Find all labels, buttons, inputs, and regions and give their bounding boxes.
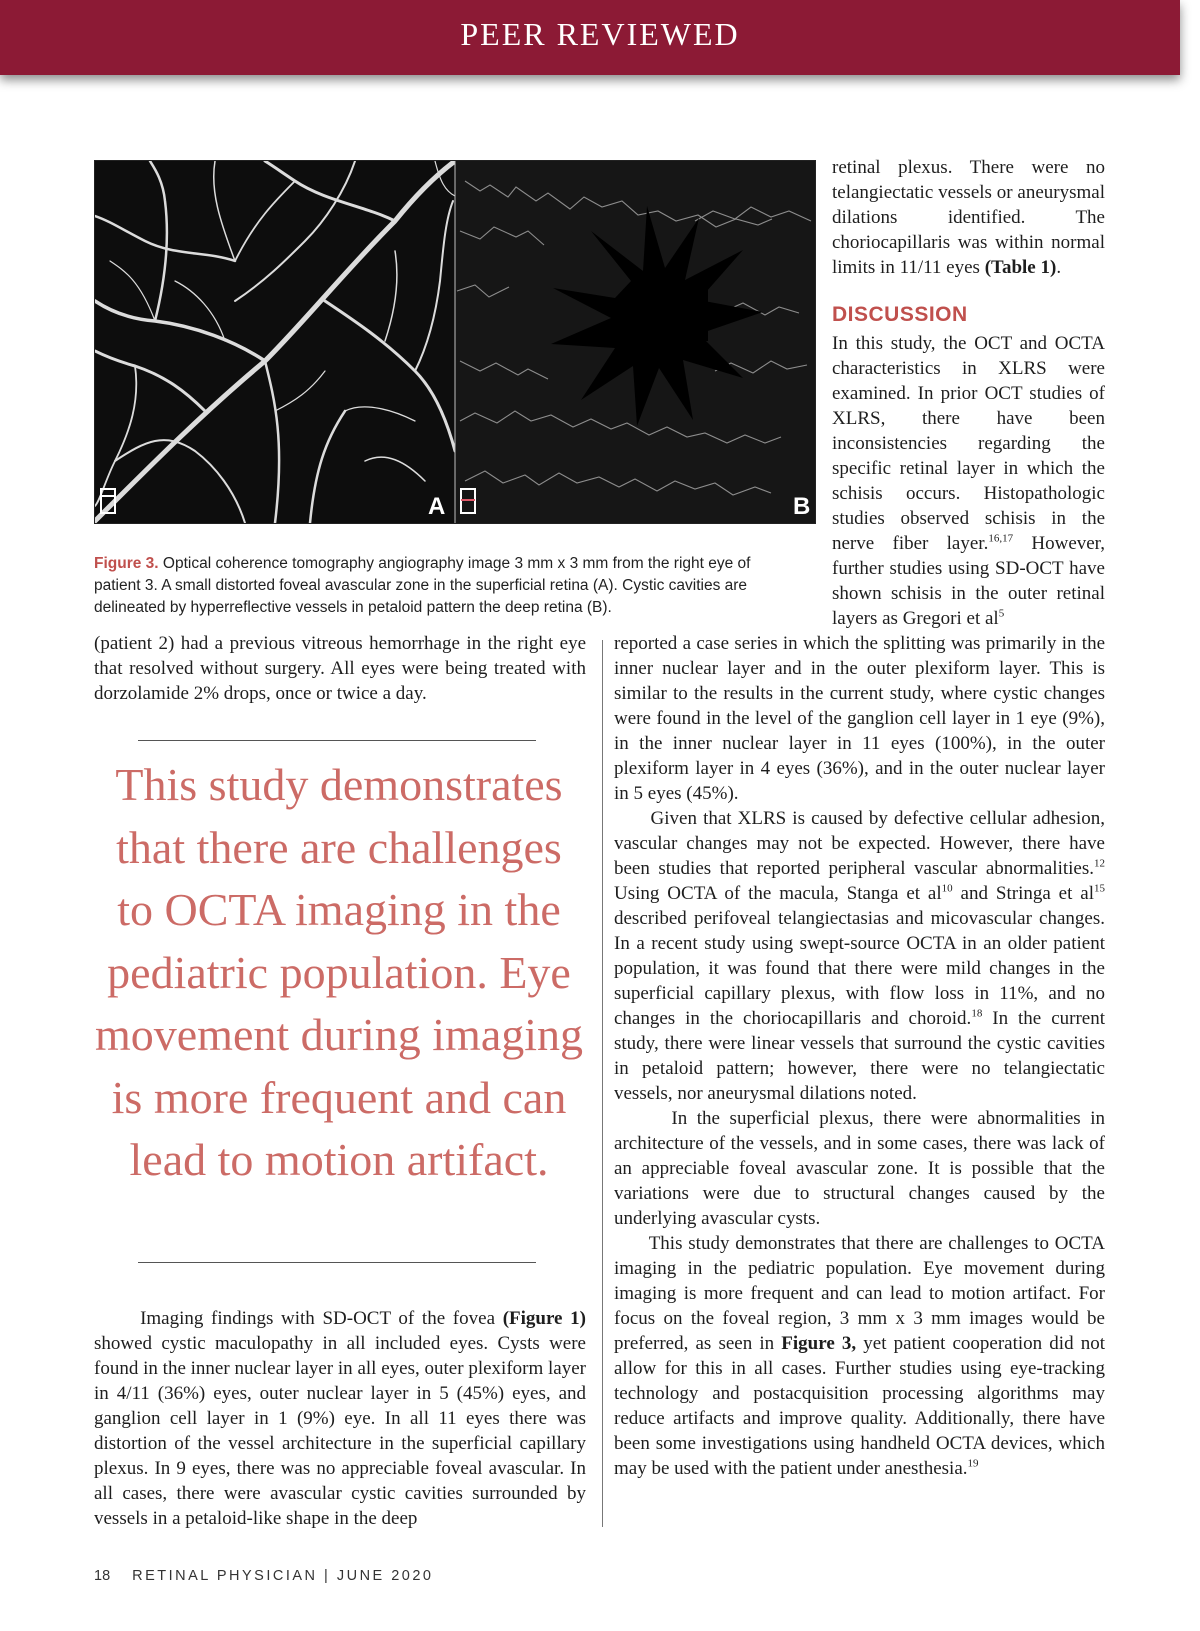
discussion-paragraphs: reported a case series in which the splitting was primarily in the inner nuclear layer and in the outer plexiform layer. This is similar to the results in the current study, where cystic changes were found in the level of the ganglion cell layer in 1 eye (9%), in the inner nuclear layer in 11 eyes (100%), in the outer plexiform layer in 4 eyes (36%), and in the outer nuclear layer in 5 eyes (45%). Given that XLRS is caused by defective cellular adhesion, vascular changes may not be expected. However, there have been studies that reported peripheral vascular abnormalities.$^{12}$ Using OCTA of the macula, Stanga et $al^{10}$ and Stringa et $al^{15}$ described perifoveal telangiectasias and micovascular changes. In a recent study using swept-source OCTA in an older patient population, it was found that there were mild changes in the superficial capillary plexus, with flow loss in 11%, and no changes in the choriocapillaris and choroid.$^{18}$ In the current study, there were linear vessels that surround the cystic cavities in petaloid pattern; however, there were no telangiectatic vessels, nor aneurysmal dilations noted. In the superficial plexus, there were abnormalities in architecture of the vessels, and in some cases, there was lack of an appreciable foveal avascular zone. It is possible that the variations were due to structural changes caused by the underlying avascular cysts. This study demonstrates that there are challenges to OCTA imaging in the pediatric population. Eye movement during imaging is more frequent and can lead to motion artifact. For focus on the foveal region, 3 mm x 3 mm images would be preferred, as seen in Figure 3, yet patient cooperation did not allow for this in all cases. Further studies using eye-tracking technology and postacquisition processing algorithms may reduce artifacts and improve quality. Additionally, there have been some investigations using handheld OCTA devices, which may be used with the patient under anesthesia.$^{19}$ <box>614 633 1106 1479</box>
octa-figure-image <box>94 160 816 524</box>
pull-quote-rule-top <box>138 740 536 741</box>
column-divider <box>602 640 603 1527</box>
figure-1-reference: (Figure 1) <box>502 1308 586 1329</box>
panel-b-deep-plexus <box>455 161 815 523</box>
header-banner <box>0 0 1180 75</box>
discussion-paragraph-3: In the superficial plexus, there were abnormalities in architecture of the vessels, and in some cases, there was lack of an appreciable foveal avascular zone. It is possible that the variations were due to structural changes caused by the underlying avascular cysts. <box>614 1108 1105 1229</box>
table-1-reference: (Table 1) <box>984 257 1057 278</box>
left-column-findings-paragraph: Imaging findings with SD-OCT of the fovea (Figure 1) showed cystic maculopathy in all included eyes. Cysts were found in the inner nuclear layer in all eyes, outer plexiform layer in 4/11 (36%) eyes, outer nuclear layer in 5 (45%) eyes, and ganglion cell layer in 1 (9%) eye. In all 11 eyes there was distortion of the vessel architecture in the superficial capillary plexus. In 9 eyes, there was no appreciable foveal avascular. In all cases, there were avascular cystic cavities surrounded by vessels in a petaloid-like shape in the deep <box>94 1308 586 1529</box>
discussion-heading: DISCUSSION <box>832 303 968 326</box>
octa-angiogram-graphic <box>95 161 815 523</box>
figure-3-reference: Figure 3, <box>781 1333 857 1354</box>
page-footer <box>94 1568 434 1584</box>
results-continued-paragraph: retinal plexus. There were no telangiectatic vessels or aneurysmal dilations identified. The choriocapillaris was within normal limits in 11/11 eyes (Table 1). <box>832 157 1105 278</box>
section-title: PEER REVIEWED <box>460 16 740 52</box>
figure-caption-label: Figure 3. <box>94 555 159 572</box>
pull-quote: This study demonstrates that there are challenges to OCTA imaging in the pediatric population. Eye movement during imaging is more frequent and can lead to motion artifact. <box>94 759 584 1185</box>
panel-b-label: B <box>793 493 811 520</box>
discussion-paragraph-1-end: reported a case series in which the splitting was primarily in the inner nuclear layer and in the outer plexiform layer. This is similar to the results in the current study, where cystic changes were found in the level of the ganglion cell layer in 1 eye (9%), in the inner nuclear layer in 11 eyes (100%), in the outer plexiform layer in 4 eyes (36%), and in the outer nuclear layer in 5 eyes (45%). <box>614 633 1105 804</box>
publication-info: RETINAL PHYSICIAN | JUNE 2020 <box>132 1568 434 1584</box>
panel-a-label: A <box>428 493 446 520</box>
discussion-paragraph-1-start: In this study, the OCT and OCTA characteristics in XLRS were examined. In prior OCT studies of XLRS, there have been inconsistencies regarding the specific retinal layer in which the schisis occurs. Histopathologic studies observed schisis in the nerve fiber layer.$^{16,17}$ However, further studies using SD-OCT have shown schisis in the outer retinal layers as Gregori et $al^5$ <box>832 333 1105 629</box>
pull-quote-rule-bottom <box>138 1262 536 1263</box>
left-column-intro-paragraph: (patient 2) had a previous vitreous hemorrhage in the right eye that resolved without surgery. All eyes were being treated with dorzolamide 2% drops, once or twice a day. <box>94 633 586 704</box>
page-number: 18 <box>94 1568 111 1584</box>
figure-caption-text: Optical coherence tomography angiography image 3 mm x 3 mm from the right eye of patient 3. A small distorted foveal avascular zone in the superficial retina (A). Cystic cavities are delineated by hyperreflective vessels in petaloid pattern the deep retina (B). <box>94 555 751 616</box>
figure-caption <box>94 553 794 619</box>
